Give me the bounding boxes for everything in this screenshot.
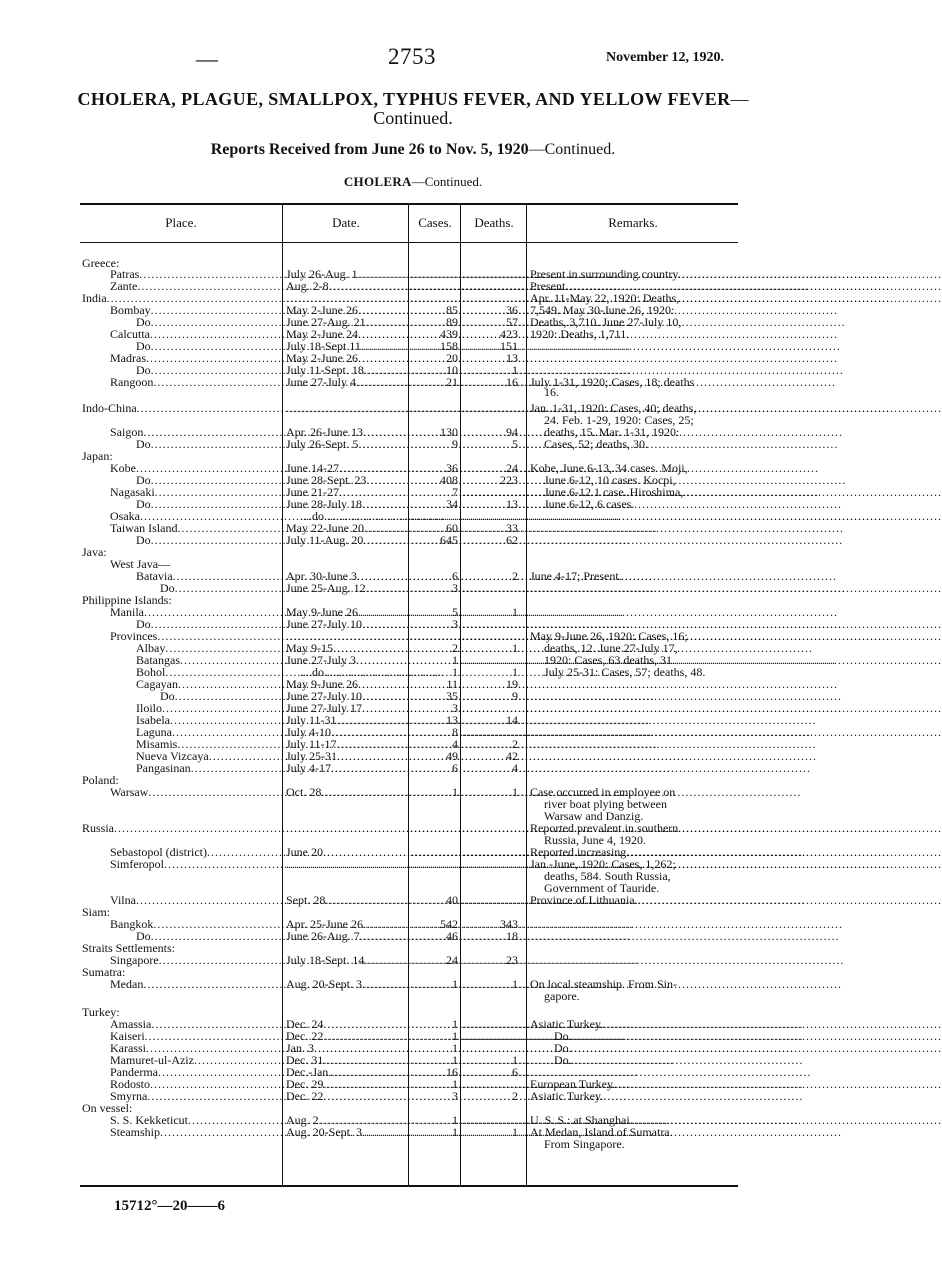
cases-cell: 49 [446,749,458,763]
remarks-cell: Apr. 11-May 22, 1920: Deaths, [530,291,680,305]
deaths-cell: 18 [506,929,518,943]
date-cell [286,822,408,834]
remarks-cell: Asiatic Turkey. [530,1089,604,1103]
deaths-cell: 57 [506,315,518,329]
date-cell: Aug. 20-Sept. 3 ..... [286,1126,408,1138]
cases-cell [410,858,458,870]
report-subtitle-continued: —Continued. [528,141,616,158]
cases-cell: 1 [452,785,458,799]
deaths-cell: 36 [506,303,518,317]
remarks-cell: Do. [554,1053,572,1067]
deaths-cell: 5 [512,437,518,451]
remarks-cell: June 6-12 1 case. Hiroshima, [544,485,684,499]
cases-cell: 10 [446,363,458,377]
place-cell: Madras ..... [82,352,284,364]
place-cell: Bombay ..... [82,304,284,316]
date-cell: Dec. 31 ..... [286,1054,408,1066]
remarks-cell: Jan. 1-31, 1920: Cases, 40; deaths, [530,401,697,415]
table-row [80,438,738,450]
remarks-cell: 24. Feb. 1-29, 1920: Cases, 25; [544,413,694,427]
place-cell: Siam: [82,905,111,919]
column-header-cases: Cases. [418,215,452,230]
place-cell: Java: [82,545,107,559]
date-cell: Aug. 2 ..... [286,1114,408,1126]
place-cell: Isabela ..... [82,714,284,726]
place-cell: Osaka ..... [82,510,284,522]
cases-cell: 130 [440,425,458,439]
remarks-cell: gapore. [544,989,580,1003]
place-cell: Indo-China ..... [82,402,284,414]
column-header-place: Place. [165,215,197,230]
cases-cell: 36 [446,461,458,475]
cases-cell: 3 [452,701,458,715]
place-cell: Pangasinan ..... [82,762,284,774]
place-cell: Smyrna ..... [82,1090,284,1102]
remarks-cell: river boat plying between [544,797,667,811]
deaths-cell: 343 [500,917,518,931]
remarks-cell: From Singapore. [544,1137,625,1151]
date-cell: May 2-June 26 ..... [286,304,408,316]
cases-cell: 3 [452,1089,458,1103]
cases-cell [410,822,458,834]
table-top-rule [80,203,738,205]
place-cell: Nueva Vizcaya ..... [82,750,284,762]
place-cell: Misamis ..... [82,738,284,750]
place-cell: Patras ..... [82,268,284,280]
place-cell: Iloilo ..... [82,702,284,714]
table-row [80,990,738,1002]
table-row [80,546,738,558]
remarks-cell: June 6-12, 10 cases. Kocpi, [544,473,676,487]
cholera-table [80,203,738,1187]
table-row [80,582,738,594]
table-bottom-rule [80,1185,738,1187]
place-cell: Karassi ..... [82,1042,284,1054]
date-cell: June 27-July 4 ..... [286,376,408,388]
report-subtitle [0,141,826,159]
remarks-cell: Kobe, June 6-13, 34 cases. Moji, [530,461,688,475]
cases-cell: 1 [452,977,458,991]
date-cell: June 27-July 17 ..... [286,702,408,714]
deaths-cell [462,402,518,414]
remarks-cell: 16. [544,385,559,399]
place-cell: Warsaw ..... [82,786,284,798]
place-cell: Nagasaki ..... [82,486,284,498]
cases-cell: 1 [452,1041,458,1055]
cases-cell: 1 [452,1053,458,1067]
place-cell: Do ..... [82,498,284,510]
remarks-cell: June 6-12, 6 cases. [544,497,635,511]
remarks-cell: U. S. S.: at Shanghai. [530,1113,633,1127]
remarks-cell: Do. [554,1041,572,1055]
date-cell: Sept. 28 ..... [286,894,408,906]
deaths-cell: 13 [506,351,518,365]
page-title-main: CHOLERA, PLAGUE, SMALLPOX, TYPHUS FEVER, AND YELLOW FEVER [77,89,731,109]
remarks-cell: Russia, June 4, 1920. [544,833,646,847]
table-row [80,1138,738,1150]
table-row [80,386,738,398]
date-cell: May 2-June 26 ..... [286,352,408,364]
place-cell: Cagayan ..... [82,678,284,690]
deaths-cell: 1 [512,1053,518,1067]
place-cell: Kobe ..... [82,462,284,474]
date-cell: Aug. 20-Sept. 3 ..... [286,978,408,990]
page-number: 2753 [388,44,436,69]
place-cell: Steamship ..... [82,1126,284,1138]
cases-cell: 6 [452,569,458,583]
date-cell: July 11-Sept. 18 ..... [286,364,408,376]
cases-cell: 35 [446,689,458,703]
place-cell: Vilna ..... [82,894,284,906]
place-cell: Japan: [82,449,113,463]
deaths-cell: 2 [512,737,518,751]
remarks-cell: Do. [554,1029,572,1043]
cases-cell: 40 [446,893,458,907]
cases-cell: 1 [452,1113,458,1127]
cases-cell: 5 [452,605,458,619]
table-header-rule [80,242,738,243]
date-cell: Dec.-Jan. ..... [286,1066,408,1078]
date-cell: May 9-June 26 ..... [286,678,408,690]
place-cell: Kaiseri ..... [82,1030,284,1042]
deaths-cell: 423 [500,327,518,341]
date-cell: Oct. 28 ..... [286,786,408,798]
cases-cell: 20 [446,351,458,365]
cases-cell: 21 [446,375,458,389]
date-cell: May 9-15 ..... [286,642,408,654]
place-cell: Batangas ..... [82,654,284,666]
date-cell: Jan. 3 ..... [286,1042,408,1054]
remarks-cell: deaths, 15. Mar. 1-31, 1920: [544,425,680,439]
deaths-cell: 9 [512,689,518,703]
date-cell [286,402,408,414]
cases-cell: 645 [440,533,458,547]
date-cell: June 27-July 10 ..... [286,690,408,702]
date-cell: July 4-10 ..... [286,726,408,738]
deaths-cell: 4 [512,761,518,775]
place-cell: Amassia ..... [82,1018,284,1030]
deaths-cell: 33 [506,521,518,535]
date-cell: June 28-July 18 ..... [286,498,408,510]
date-cell: June 27-July 10 ..... [286,618,408,630]
date-cell: ....do........................................ [300,665,444,679]
place-cell: S. S. Kekketicut ..... [82,1114,284,1126]
remarks-cell: Deaths, 3,710. June 27-July 10, [530,315,682,329]
date-cell: May 9-June 26 ..... [286,606,408,618]
date-cell: June 26-Aug. 7 ..... [286,930,408,942]
place-cell: Sumatra: [82,965,126,979]
remarks-cell: July 1-31, 1920; Cases, 18; deaths [530,375,695,389]
cases-cell: 408 [440,473,458,487]
date-cell [286,858,408,870]
cases-cell: 6 [452,761,458,775]
cases-cell: 3 [452,581,458,595]
remarks-cell: Province of Lithuania. [530,893,638,907]
place-cell: Poland: [82,773,119,787]
section-heading-main: CHOLERA [343,174,412,189]
cases-cell: 1 [452,1017,458,1031]
deaths-cell [462,894,518,906]
remarks-cell: Present. [530,279,569,293]
deaths-cell: 6 [512,1065,518,1079]
deaths-cell [462,822,518,834]
remarks-cell: deaths, 584. South Russia, [544,869,671,883]
date-cell: July 4-17 ..... [286,762,408,774]
cases-cell: 1 [452,1077,458,1091]
table-row [80,1090,738,1102]
place-cell: Medan ..... [82,978,284,990]
column-header-date: Date. [332,215,360,230]
cases-cell: 85 [446,303,458,317]
deaths-cell: 1 [512,977,518,991]
deaths-cell: 1 [512,605,518,619]
date-cell: Dec. 29 ..... [286,1078,408,1090]
place-cell: Singapore ..... [82,954,284,966]
remarks-cell: On local steamship. From Sin- [530,977,677,991]
deaths-cell: 62 [506,533,518,547]
place-cell: Laguna ..... [82,726,284,738]
place-cell: Straits Settlements: [82,941,175,955]
date-cell: July 11-Aug. 20 ..... [286,534,408,546]
place-cell: On vessel: [82,1101,133,1115]
section-heading-continued: —Continued. [411,174,483,189]
page-header [0,44,816,74]
cases-cell: 89 [446,315,458,329]
place-cell: Saigon ..... [82,426,284,438]
place-cell: Bohol ..... [82,666,284,678]
cases-cell: 158 [440,339,458,353]
deaths-cell: 151 [500,339,518,353]
place-cell: Sebastopol (district) ..... [82,846,284,858]
deaths-cell: 1 [512,785,518,799]
deaths-cell: 1 [512,665,518,679]
remarks-cell: Warsaw and Danzig. [544,809,644,823]
date-cell: July 11-31 ..... [286,714,408,726]
report-subtitle-main: Reports Received from June 26 to Nov. 5, 1920 [210,141,529,158]
place-cell: Rangoon ..... [82,376,284,388]
cases-cell: 8 [452,725,458,739]
date-cell: July 25-31 ..... [286,750,408,762]
remarks-cell: Asiatic Turkey. [530,1017,604,1031]
place-cell: Do ..... [82,474,284,486]
deaths-cell: 1 [512,1125,518,1139]
place-cell: Do ..... [82,534,284,546]
date-cell: July 26-Aug. 1 ..... [286,268,408,280]
place-cell: Calcutta ..... [82,328,284,340]
header-dash: — [196,46,218,71]
place-cell: Do ..... [82,930,284,942]
cases-cell: 60 [446,521,458,535]
cases-cell: 16 [446,1065,458,1079]
place-cell: Do ..... [82,316,284,328]
place-cell: Do ..... [82,582,284,594]
place-cell: Provinces ..... [82,630,284,642]
date-cell: July 18-Sept 11 ..... [286,340,408,352]
cases-cell: 4 [452,737,458,751]
place-cell: Simferopol ..... [82,858,284,870]
remarks-cell: European Turkey. [530,1077,616,1091]
table-row [80,894,738,906]
remarks-cell: Reported increasing. [530,845,630,859]
date-cell: Apr. 25-June 26 ..... [286,918,408,930]
section-heading [0,174,826,190]
place-cell: Taiwan Island ..... [82,522,284,534]
place-cell: Batavia ..... [82,570,284,582]
date-cell: July 26-Sept. 5 ..... [286,438,408,450]
deaths-cell: 16 [506,375,518,389]
remarks-cell: Government of Tauride. [544,881,660,895]
date-cell: July 11-17 ..... [286,738,408,750]
table-row [80,954,738,966]
date-cell: July 18-Sept. 14 ..... [286,954,408,966]
column-header-remarks: Remarks. [608,215,658,230]
place-cell: Do ..... [82,340,284,352]
cases-cell: 13 [446,713,458,727]
place-cell: Manila ..... [82,606,284,618]
place-cell: Panderma ..... [82,1066,284,1078]
remarks-cell: Reported prevalent in southern [530,821,679,835]
remarks-cell: May 9-June 26, 1920: Cases, 16; [530,629,688,643]
deaths-cell: 13 [506,497,518,511]
deaths-cell [462,582,518,594]
place-cell: Philippine Islands: [82,593,172,607]
remarks-cell: June 4-17; Present. [530,569,622,583]
date-cell: Dec. 24 ..... [286,1018,408,1030]
date-cell: Dec. 22 ..... [286,1030,408,1042]
cases-cell: 34 [446,497,458,511]
remarks-cell: 1920: Cases, 63 deaths, 31. [544,653,675,667]
date-cell: June 27-July 3 ..... [286,654,408,666]
deaths-cell: 1 [512,363,518,377]
remarks-cell: July 25-31: Cases, 57; deaths, 48. [544,665,706,679]
remarks-cell: 7,549. May 30-June 26, 1920: [530,303,675,317]
cases-cell: 3 [452,617,458,631]
date-cell: Apr. 30-June 3 ..... [286,570,408,582]
deaths-cell [462,858,518,870]
cases-cell: 1 [452,1029,458,1043]
date-cell: Apr. 26-June 13 ..... [286,426,408,438]
date-cell: Aug. 2-8 ..... [286,280,408,292]
remarks-cell: Present in surrounding country. [530,267,681,281]
date-cell: May 22-June 20 ..... [286,522,408,534]
remarks-cell: Cases, 52; deaths, 30. [544,437,648,451]
cases-cell: 46 [446,929,458,943]
issue-date: November 12, 1920. [606,50,724,65]
deaths-cell: 1 [512,641,518,655]
deaths-cell: 14 [506,713,518,727]
footer-code: 15712°—20——6 [114,1198,225,1214]
cases-cell: 1 [452,653,458,667]
remarks-cell: At Medan, Island of Sumatra. [530,1125,673,1139]
place-cell: Do ..... [82,690,284,702]
remarks-cell: Case occurred in employee on [530,785,676,799]
date-cell: June 14-27 ..... [286,462,408,474]
date-cell: Dec. 22 ..... [286,1090,408,1102]
remarks-cell: Jan.-June, 1920: Cases, 1,262; [530,857,676,871]
deaths-cell: 19 [506,677,518,691]
remarks-cell: 1920: Deaths, 1,711. [530,327,630,341]
deaths-cell: 94 [506,425,518,439]
date-cell: May 2-June 24 ..... [286,328,408,340]
place-cell: Do ..... [82,618,284,630]
deaths-cell: 23 [506,953,518,967]
remarks-cell: deaths, 12. June 27-July 17, [544,641,678,655]
place-cell: West Java— [110,557,171,571]
cases-cell: 2 [452,641,458,655]
page-title [60,90,766,128]
date-cell: June 21-27 ..... [286,486,408,498]
place-cell: Russia ..... [82,822,284,834]
deaths-cell: 223 [500,473,518,487]
date-cell: June 28-Sept. 23 ..... [286,474,408,486]
cases-cell: 24 [446,953,458,967]
place-cell: Mamuret-ul-Aziz ..... [82,1054,284,1066]
deaths-cell: 24 [506,461,518,475]
column-header-deaths: Deaths. [474,215,514,230]
table-row [80,978,738,990]
date-cell: June 27-Aug. 21 ..... [286,316,408,328]
table-row [80,762,738,774]
cases-cell: 7 [452,485,458,499]
table-row [80,930,738,942]
place-cell: Zante ..... [82,280,284,292]
table-row [80,534,738,546]
table-row [80,1126,738,1138]
cases-cell: 9 [452,437,458,451]
cases-cell: 542 [440,917,458,931]
place-cell: Do ..... [82,438,284,450]
place-cell: Do ..... [82,364,284,376]
cases-cell: 1 [452,665,458,679]
date-cell: ....do........................................ [300,509,444,523]
deaths-cell: 2 [512,1089,518,1103]
deaths-cell: 2 [512,569,518,583]
cases-cell: 1 [452,1125,458,1139]
place-cell: India ..... [82,292,284,304]
place-cell: Greece: [82,256,120,270]
cases-cell [410,402,458,414]
cases-cell: 11 [446,677,458,691]
place-cell: Bangkok ..... [82,918,284,930]
page-title-continued: —Continued. [373,89,749,128]
date-cell: June 20 ..... [286,846,408,858]
place-cell: Turkey: [82,1005,120,1019]
date-cell: June 25-Aug. 12 ..... [286,582,408,594]
deaths-cell: 42 [506,749,518,763]
cases-cell: 439 [440,327,458,341]
place-cell: Albay ..... [82,642,284,654]
place-cell: Rodosto ..... [82,1078,284,1090]
